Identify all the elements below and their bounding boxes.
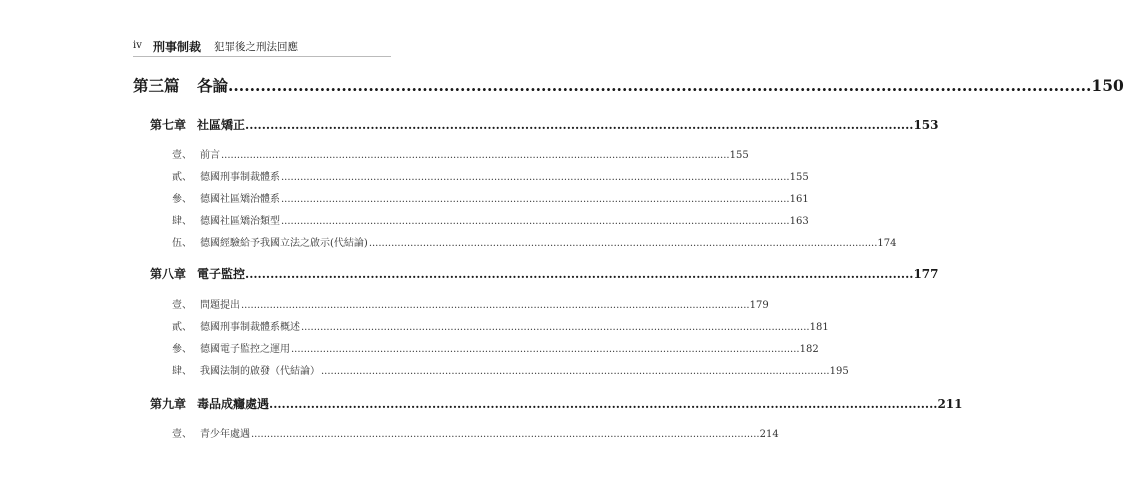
part-page: 150 [1091, 76, 1124, 95]
chapter-label: 第九章 [150, 397, 187, 411]
header-page-number: iv [133, 40, 142, 51]
section-page: 214 [759, 429, 779, 440]
chapter-label: 第八章 [150, 267, 187, 281]
toc-section [172, 234, 897, 249]
section-page: 179 [749, 300, 769, 311]
header-subtitle: 犯罪後之刑法回應 [214, 41, 298, 53]
running-header [133, 38, 391, 56]
section-title: 前言 [200, 150, 220, 161]
leader-dots: ................................................................................................................................................................ [241, 300, 750, 311]
part-title: 各論 [197, 76, 229, 95]
chapter-page: 177 [913, 267, 939, 281]
section-page: 181 [809, 322, 829, 333]
chapter-title: 電子監控 [197, 267, 246, 281]
chapter-label: 第七章 [150, 118, 187, 132]
toc-part [133, 74, 1124, 96]
section-label: 貳、 [172, 172, 192, 183]
leader-dots: ................................................................................................................................................................ [301, 322, 810, 333]
leader-dots: ................................................................................................................................................................ [281, 172, 790, 183]
section-label: 參、 [172, 194, 192, 205]
section-page: 182 [799, 344, 819, 355]
section-page: 195 [829, 366, 849, 377]
toc-section [172, 340, 819, 355]
section-page: 155 [729, 150, 749, 161]
section-page: 174 [877, 238, 897, 249]
leader-dots: ................................................................................................................................................................ [245, 267, 914, 281]
section-title: 德國刑事制裁體系概述 [200, 322, 300, 333]
section-label: 壹、 [172, 300, 192, 311]
toc-section [172, 168, 809, 183]
section-title: 德國經驗給予我國立法之啟示(代結論) [200, 238, 368, 249]
leader-dots: ................................................................................................................................................................ [368, 238, 878, 249]
chapter-page: 153 [913, 118, 939, 132]
leader-dots: ................................................................................................................................................................ [245, 118, 914, 132]
toc-chapter-9 [150, 395, 963, 412]
leader-dots: ................................................................................................................................................................ [269, 397, 938, 411]
toc-section [172, 318, 829, 333]
leader-dots: ................................................................................................................................................................ [221, 150, 730, 161]
leader-dots: ................................................................................................................................................................ [281, 216, 790, 227]
header-book-title: 刑事制裁 [153, 40, 202, 54]
section-label: 壹、 [172, 150, 192, 161]
section-page: 155 [789, 172, 809, 183]
section-title: 德國刑事制裁體系 [200, 172, 280, 183]
section-page: 163 [789, 216, 809, 227]
toc-chapter-7 [150, 116, 939, 133]
toc-section [172, 190, 809, 205]
chapter-page: 211 [937, 397, 963, 411]
leader-dots: ................................................................................................................................................................ [321, 366, 830, 377]
part-label: 第三篇 [133, 76, 180, 95]
leader-dots: ................................................................................................................................................................ [281, 194, 790, 205]
header-divider [133, 56, 391, 57]
section-title: 德國社區矯治類型 [200, 216, 280, 227]
toc-section [172, 296, 769, 311]
toc-section [172, 425, 779, 440]
section-title: 青少年處遇 [200, 429, 250, 440]
leader-dots: ................................................................................................................................................................ [228, 76, 1092, 95]
section-page: 161 [789, 194, 809, 205]
section-title: 我國法制的啟發（代結論） [200, 366, 320, 377]
section-label: 壹、 [172, 429, 192, 440]
leader-dots: ................................................................................................................................................................ [291, 344, 800, 355]
chapter-title: 毒品成癮處遇 [197, 397, 270, 411]
section-label: 參、 [172, 344, 192, 355]
toc-section [172, 146, 749, 161]
toc-section [172, 212, 809, 227]
section-label: 肆、 [172, 366, 192, 377]
toc-chapter-8 [150, 265, 939, 282]
chapter-title: 社區矯正 [197, 118, 246, 132]
section-title: 德國社區矯治體系 [200, 194, 280, 205]
section-label: 伍、 [172, 238, 192, 249]
section-title: 問題提出 [200, 300, 240, 311]
section-label: 貳、 [172, 322, 192, 333]
section-title: 德國電子監控之運用 [200, 344, 290, 355]
section-label: 肆、 [172, 216, 192, 227]
leader-dots: ................................................................................................................................................................ [251, 429, 760, 440]
toc-section [172, 362, 849, 377]
